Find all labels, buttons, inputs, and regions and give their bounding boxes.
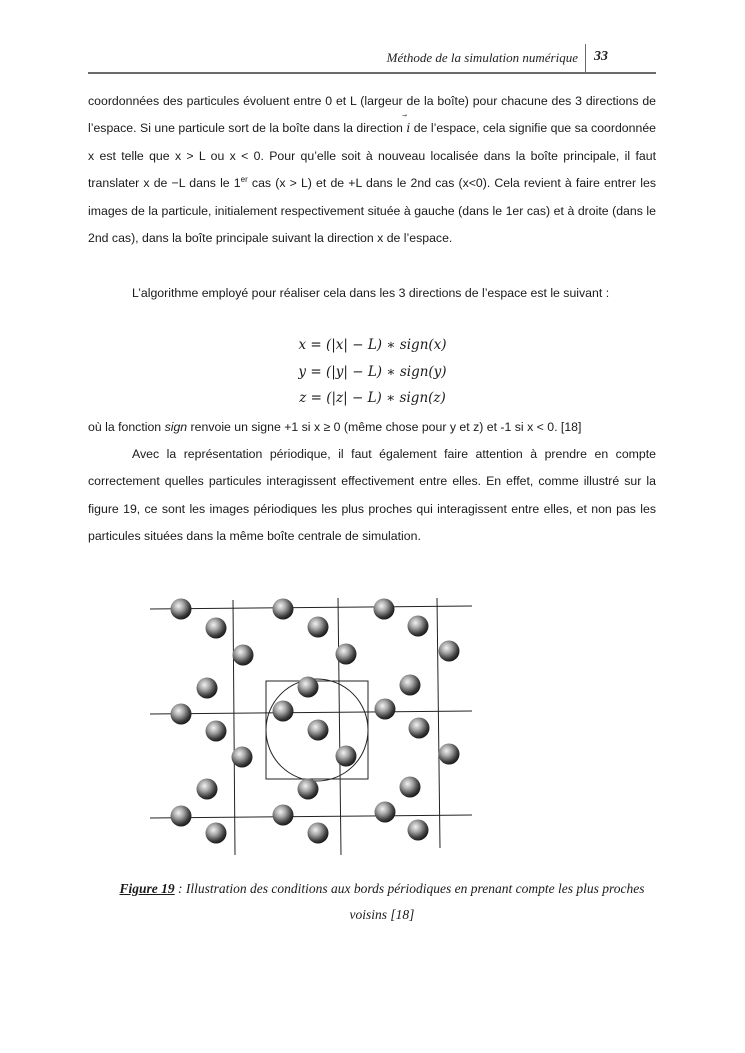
particle	[308, 617, 329, 638]
header-title: Méthode de la simulation numérique	[386, 50, 578, 65]
grid-line	[150, 606, 472, 609]
particle	[298, 677, 319, 698]
particle	[400, 675, 421, 696]
paragraph-3-text-b: renvoie un signe +1 si x ≥ 0 (même chose pour y et z) et -1 si x < 0. [18]	[187, 420, 582, 434]
paragraph-1-text-a: coordonnées des particules évoluent entre 0 et L (largeur de la boîte) pour chacune des 3 directions de l’espace. Si une particule sort de la boîte dans la direction	[88, 94, 656, 136]
particle	[197, 678, 218, 699]
particle	[375, 802, 396, 823]
particle	[374, 599, 395, 620]
grid-line	[150, 815, 472, 818]
equation-z: z = (|z| − L) ∗ sign(z)	[299, 390, 446, 406]
particle	[206, 721, 227, 742]
page-header	[88, 44, 656, 74]
particle	[375, 699, 396, 720]
particle	[206, 823, 227, 844]
paragraph-3-text-a: où la fonction	[88, 420, 165, 434]
particles	[171, 599, 460, 844]
paragraph-1	[88, 88, 656, 252]
particle	[273, 599, 294, 620]
superscript-er: er	[240, 175, 248, 185]
particle	[232, 747, 253, 768]
grid-line	[150, 711, 472, 714]
particle	[308, 720, 329, 741]
figure-caption	[110, 876, 654, 928]
particle	[171, 704, 192, 725]
equation-y: y = (|y| − L) ∗ sign(y)	[298, 364, 447, 380]
header-separator	[585, 44, 587, 72]
particle	[439, 744, 460, 765]
particle	[439, 641, 460, 662]
particle	[336, 644, 357, 665]
particle	[273, 701, 294, 722]
paragraph-4: Avec la représentation périodique, il faut également faire attention à prendre en compte correctement quelles particules interagissent effectivement entre elles. En effet, comme illustré sur la figure 19, ce sont les images périodiques les plus proches qui interagissent entre elles, et non pas les particules situées dans la même boîte centrale de simulation.	[88, 447, 656, 544]
paragraph-3	[88, 414, 656, 441]
particle	[171, 806, 192, 827]
particle	[171, 599, 192, 620]
particle	[273, 805, 294, 826]
particle	[336, 746, 357, 767]
figure-label: Figure 19	[119, 881, 175, 896]
paragraph-1-text-c: cas (x > L) et de +L dans le 2nd cas (x<0). Cela revient à faire entrer les images de la particule, initialement respectivement située à gauche (dans le 1er cas) et à droite (dans le 2nd cas), dans la boîte principale suivant la direction x de l’espace.	[88, 176, 656, 246]
paragraph-2: L’algorithme employé pour réaliser cela dans les 3 directions de l’espace est le suivant :	[132, 286, 610, 300]
sign-word: sign	[164, 420, 188, 434]
periodic-boundary-figure	[146, 593, 486, 858]
particle	[197, 779, 218, 800]
particle	[298, 779, 319, 800]
particle	[408, 820, 429, 841]
particle	[408, 616, 429, 637]
particle	[308, 823, 329, 844]
grid-line	[437, 598, 440, 848]
page-number: 33	[594, 49, 608, 64]
particle	[400, 777, 421, 798]
particle	[206, 618, 227, 639]
equation-x: x = (|x| − L) ∗ sign(x)	[298, 337, 447, 353]
vector-i: ⃗ i	[406, 115, 410, 142]
particle	[233, 645, 254, 666]
particle	[409, 718, 430, 739]
paragraph-1-text-b: de l’espace, cela signifie que sa coordonnée x est telle que x > L ou x < 0. Pour qu’elle soit à nouveau localisée dans la boîte principale, il faut translater x de −L dans le 1	[88, 121, 657, 191]
caption-text: : Illustration des conditions aux bords périodiques en prenant compte les plus proches voisins [18]	[174, 881, 645, 922]
